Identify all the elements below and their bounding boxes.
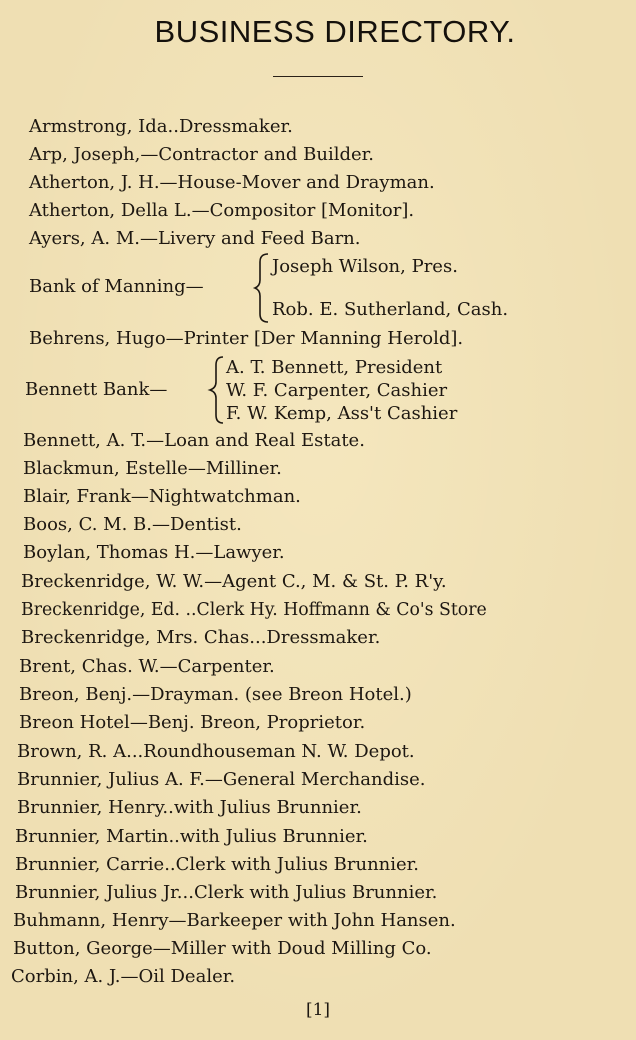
entry-arp: Arp, Joseph,—Contractor and Builder. (29, 144, 375, 165)
entry-blair: Blair, Frank—Nightwatchman. (23, 486, 301, 507)
entry-armstrong: Armstrong, Ida..Dressmaker. (29, 116, 293, 137)
page-number: [1] (305, 1000, 331, 1020)
entry-button: Button, George—Miller with Doud Milling Co. (13, 938, 432, 959)
bank-of-manning-brace (252, 252, 272, 328)
entry-bennett-at: Bennett, A. T.—Loan and Real Estate. (23, 430, 365, 451)
entry-atherton-della: Atherton, Della L.—Compositor [Monitor]. (29, 200, 415, 221)
entry-breckenridge-ed: Breckenridge, Ed. ..Clerk Hy. Hoffmann & Co's Store (21, 600, 487, 620)
entry-brown: Brown, R. A...Roundhouseman N. W. Depot. (17, 741, 415, 762)
title-rule (273, 76, 363, 77)
entry-corbin: Corbin, A. J.—Oil Dealer. (11, 966, 236, 987)
entry-breckenridge-ww: Breckenridge, W. W.—Agent C., M. & St. P. R'y. (21, 571, 447, 592)
bennett-bank-brace (207, 355, 227, 429)
entry-breckenridge-mrs: Breckenridge, Mrs. Chas...Dressmaker. (21, 627, 381, 648)
bank-of-manning-president: Joseph Wilson, Pres. (272, 256, 458, 277)
entry-boos: Boos, C. M. B.—Dentist. (23, 514, 242, 535)
entry-breon-hotel: Breon Hotel—Benj. Breon, Proprietor. (19, 712, 366, 733)
entry-brent: Brent, Chas. W.—Carpenter. (19, 656, 275, 677)
entry-atherton-jh: Atherton, J. H.—House-Mover and Drayman. (29, 172, 435, 193)
entry-blackmun: Blackmun, Estelle—Milliner. (23, 458, 282, 479)
entry-brunnier-julius-jr: Brunnier, Julius Jr...Clerk with Julius Brunnier. (15, 882, 438, 903)
bennett-bank-cashier: W. F. Carpenter, Cashier (226, 380, 448, 401)
page-title: BUSINESS DIRECTORY. (154, 14, 516, 49)
entry-brunnier-henry: Brunnier, Henry..with Julius Brunnier. (17, 797, 362, 818)
bank-of-manning-cashier: Rob. E. Sutherland, Cash. (272, 299, 509, 320)
entry-ayers: Ayers, A. M.—Livery and Feed Barn. (29, 228, 361, 249)
entry-brunnier-julius-af: Brunnier, Julius A. F.—General Merchandise. (17, 769, 426, 790)
entry-buhmann: Buhmann, Henry—Barkeeper with John Hansen. (13, 910, 456, 931)
entry-brunnier-martin: Brunnier, Martin..with Julius Brunnier. (15, 826, 368, 847)
entry-brunnier-carrie: Brunnier, Carrie..Clerk with Julius Brunnier. (15, 854, 420, 875)
bennett-bank-name: Bennett Bank— (25, 379, 168, 400)
entry-breon-benj: Breon, Benj.—Drayman. (see Breon Hotel.) (19, 684, 412, 705)
bennett-bank-president: A. T. Bennett, President (226, 357, 443, 378)
bennett-bank-assistant-cashier: F. W. Kemp, Ass't Cashier (226, 403, 458, 424)
bank-of-manning-name: Bank of Manning— (29, 276, 204, 297)
entry-boylan: Boylan, Thomas H.—Lawyer. (23, 542, 285, 563)
entry-behrens: Behrens, Hugo—Printer [Der Manning Herold]. (29, 328, 464, 349)
